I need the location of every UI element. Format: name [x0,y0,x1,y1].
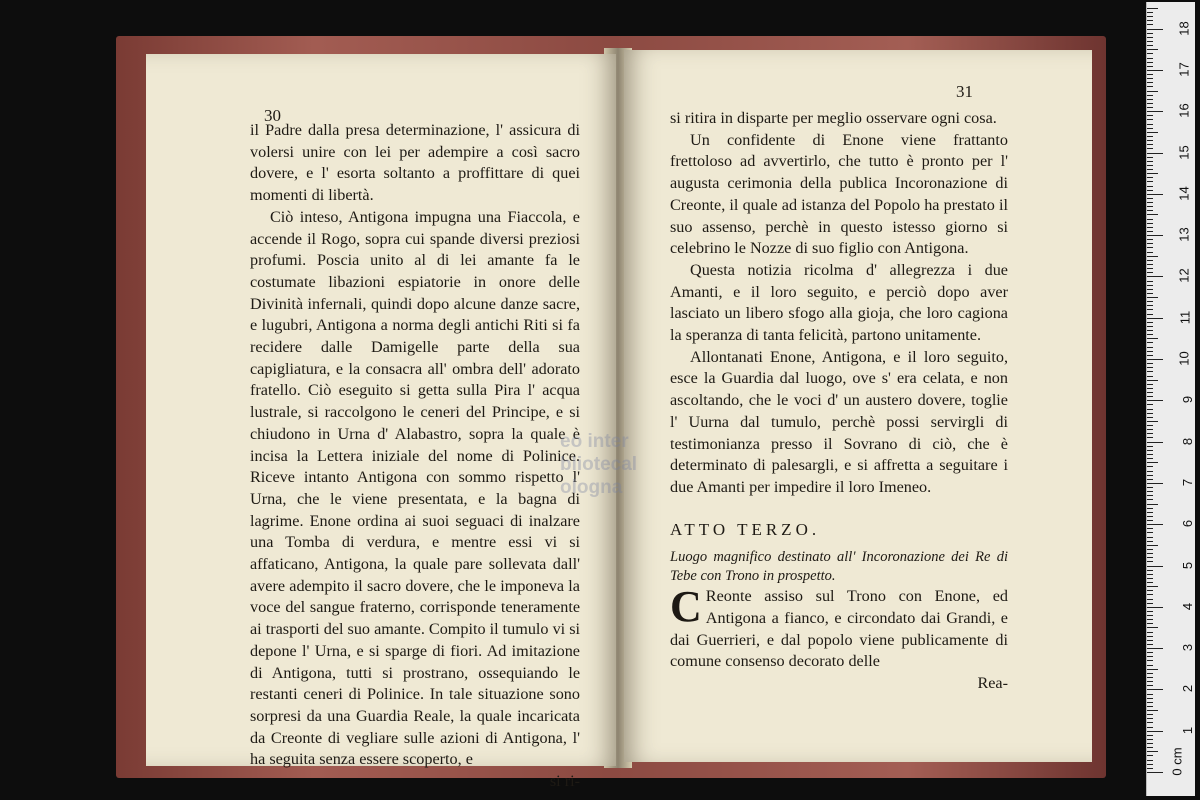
ruler-tick [1147,627,1158,628]
ruler-tick [1147,107,1153,108]
paragraph: Ciò inteso, Antigona impugna una Fiaccola, e accende il Rogo, sopra cui spande diversi preziosi profumi. Poscia unito al di lei amante fa le costumate libazioni espiatorie in onore delle Divinità infernali, quindi dopo alcune danze sacre, e lugubri, Antigona a norma degli antichi Riti si fa recidere dalle Damigelle parte della sua capigliatura, e la consacra all' ombra dell' adorato fratello. Ciò eseguito si getta sulla Pira l' acqua lustrale, si raccolgono le ceneri del Principe, e si chiudono in Urna d' Alabastro, sopra la quale è incisa la Lettera iniziale del nome di Polinice. Riceve intanto Antigona con sommo rispetto l' Urna, che le viene presentata, e la bagna di lagrime. Enone ordina ai suoi seguaci di inalzare una Tomba di verdura, e mentre essi vi si affaticano, Antigona, la quale pare sollevata dall' avere adempito il sacro dovere, che le imponeva la voce del sangue fraterno, corrisponde teneramente ai trasporti del suo amante. Compito il tumulo vi si depone l' Urna, e si sparge di fiori. Ad imitazione di Antigona, tutti si prostrano, ossequiando le restanti ceneri di Polinice. In tale situazione sono sorpresi da una Guardia Reale, la quale incaricata da Creonte di vegliare sulle azioni di Antigona, l' ha seguita senza essere scoperto, e [250,207,581,769]
ruler-tick [1147,268,1153,269]
ruler-tick [1147,417,1153,418]
ruler-tick [1147,487,1153,488]
ruler-tick [1147,623,1153,624]
ruler-tick [1147,20,1153,21]
ruler-tick [1147,53,1153,54]
measurement-ruler [1146,2,1195,796]
ruler-tick [1147,256,1158,257]
page-number: 30 [264,106,281,125]
ruler-tick [1147,276,1163,277]
ruler-tick [1147,504,1158,505]
ruler-tick [1147,45,1153,46]
drop-cap: C [670,582,702,632]
paragraph: Allontanati Enone, Antigona, e il loro seguito, esce la Guardia dal luogo, ove s' era celata, e non ascoltando, che le voci d' un austero dovere, toglie l' Uurna dal tumulo, perchè possi servirgli di testimonianza presso il Sovrano di ciò, che è determinato di palesargli, e si affretta a seguitare i due Amanti per impedire il loro Imeneo. [670,347,1008,496]
ruler-tick [1147,541,1153,542]
ruler-tick [1147,433,1153,434]
ruler-tick [1147,380,1158,381]
ruler-tick [1147,710,1158,711]
ruler-tick [1147,421,1158,422]
ruler-tick [1147,466,1153,467]
ruler-tick [1147,673,1153,674]
paragraph: Un confidente di Enone viene frattanto frettoloso ad avvertirlo, che tutto è pronto per l' augusta cerimonia della publica Incoronazione di Creonte, il quale ad istanza del Popolo ha prestato il suo assenso, perchè in questo istesso giorno si celebrino le Nozze di suo figlio con Antigona. [670,130,1008,258]
ruler-tick [1147,450,1153,451]
ruler-tick [1147,578,1153,579]
ruler-tick [1147,483,1163,484]
ruler-tick [1147,351,1153,352]
ruler-tick [1147,326,1153,327]
ruler-tick [1147,376,1153,377]
ruler-tick [1147,632,1153,633]
ruler-tick [1147,660,1153,661]
ruler-tick [1147,475,1153,476]
ruler-tick [1147,181,1153,182]
ruler-tick [1147,640,1153,641]
ruler-tick [1147,227,1153,228]
ruler-number: 2 [1179,685,1195,693]
ruler-tick [1147,62,1153,63]
ruler-tick [1147,115,1153,116]
ruler-tick [1147,206,1153,207]
ruler-tick [1147,462,1158,463]
ruler-tick [1147,243,1153,244]
ruler-tick [1147,281,1153,282]
ruler-tick [1147,669,1158,670]
ruler-tick [1147,437,1153,438]
ruler-tick [1147,722,1153,723]
ruler-tick [1147,260,1153,261]
ruler-tick [1147,314,1153,315]
ruler-number: 16 [1176,103,1192,118]
catchword: Rea- [977,674,1008,693]
ruler-tick [1147,735,1153,736]
ruler-tick [1147,524,1163,525]
ruler-tick [1147,173,1158,174]
ruler-tick [1147,347,1153,348]
ruler-tick [1147,516,1153,517]
ruler-tick [1147,603,1153,604]
ruler-tick [1147,58,1153,59]
ruler-number: 12 [1176,268,1192,284]
paragraph: Questa notizia ricolma d' allegrezza i due Amanti, e il loro seguito, e perciò dopo aver lasciato un libero sfogo alla gioja, che loro cagiona la speranza di tanta felicità, partono unitamente. [670,260,1008,345]
ruler-tick [1147,136,1153,137]
ruler-tick [1147,91,1158,92]
ruler-tick [1147,235,1163,236]
ruler-tick [1147,652,1153,653]
ruler-tick [1147,471,1153,472]
ruler-tick [1147,739,1153,740]
ruler-tick [1147,764,1153,765]
ruler-number: 13 [1176,227,1192,242]
ruler-tick [1147,103,1153,104]
ruler-tick [1147,309,1153,310]
ruler-tick [1147,458,1153,459]
ruler-tick [1147,371,1153,372]
ruler-tick [1147,239,1153,240]
ruler-tick [1147,520,1153,521]
ruler-tick [1147,330,1153,331]
ruler-tick [1147,561,1153,562]
left-page [146,54,616,791]
ruler-tick [1147,334,1153,335]
ruler-tick [1147,537,1153,538]
ruler-tick [1147,70,1163,71]
ruler-tick [1147,590,1153,591]
ruler-tick [1147,214,1158,215]
ruler-tick [1147,479,1153,480]
ruler-tick [1147,12,1153,13]
page-text [670,108,1008,695]
ruler-tick [1147,342,1153,343]
ruler-tick [1147,272,1153,273]
ruler-tick [1147,165,1153,166]
ruler-tick [1147,495,1153,496]
ruler-tick [1147,231,1153,232]
ruler-tick [1147,566,1163,567]
ruler-tick [1147,338,1158,339]
ruler-tick [1147,751,1158,752]
ruler-number: 7 [1179,478,1195,487]
ruler-tick [1147,731,1163,732]
ruler-tick [1147,755,1153,756]
ruler-tick [1147,24,1153,25]
ruler-number: 8 [1179,437,1195,445]
ruler-tick [1147,161,1153,162]
ruler-tick [1147,95,1153,96]
ruler-tick [1147,186,1153,187]
ruler-number: 14 [1176,186,1192,201]
ruler-tick [1147,82,1153,83]
paragraph: il Padre dalla presa determinazione, l' assicura di volersi unire con lei per adempire a così sacro dovere, e l' esorta soltanto a proffittare di quei momenti di libertà. [250,121,580,205]
ruler-tick [1147,99,1153,100]
ruler-tick [1147,615,1153,616]
ruler-tick [1147,677,1153,678]
ruler-tick [1147,144,1153,145]
paragraph [670,582,1008,673]
ruler-tick [1147,425,1153,426]
ruler-tick [1147,582,1153,583]
ruler-tick [1147,41,1153,42]
watermark-line: ologna [560,477,623,498]
ruler-tick [1147,694,1153,695]
ruler-number: 11 [1176,310,1192,324]
ruler-tick [1147,37,1153,38]
ruler-tick [1147,119,1153,120]
ruler-tick [1147,607,1163,608]
ruler-tick [1147,404,1153,405]
ruler-tick [1147,190,1153,191]
ruler-tick [1147,594,1153,595]
ruler-tick [1147,289,1153,290]
ruler-tick [1147,124,1153,125]
ruler-tick [1147,384,1153,385]
ruler-tick [1147,636,1153,637]
ruler-tick [1147,33,1153,34]
ruler-tick [1147,570,1153,571]
ruler-number: 1 [1179,726,1195,734]
ruler-tick [1147,706,1153,707]
ruler-tick [1147,177,1153,178]
ruler-tick [1147,446,1153,447]
ruler-tick [1147,198,1153,199]
ruler-tick [1147,553,1153,554]
page-text [250,120,580,793]
ruler-tick [1147,29,1163,30]
ruler-tick [1147,528,1153,529]
ruler-tick [1147,388,1153,389]
ruler-tick [1147,223,1153,224]
ruler-tick [1147,219,1153,220]
ruler-tick [1147,392,1153,393]
ruler-tick [1147,599,1153,600]
ruler-tick [1147,760,1153,761]
ruler-tick [1147,367,1153,368]
ruler-tick [1147,355,1153,356]
ruler-number: 10 [1176,351,1192,366]
ruler-tick [1147,532,1153,533]
ruler-tick [1147,508,1153,509]
ruler-tick [1147,747,1153,748]
ruler-tick [1147,611,1153,612]
ruler-tick [1147,743,1153,744]
ruler-tick [1147,169,1153,170]
ruler-tick [1147,442,1163,443]
ruler-unit-label: 0 cm [1169,747,1185,776]
ruler-tick [1147,396,1153,397]
ruler-tick [1147,363,1153,364]
ruler-number: 15 [1176,144,1192,160]
ruler-number: 5 [1179,561,1195,569]
ruler-tick [1147,644,1153,645]
page-number: 31 [956,82,973,101]
ruler-tick [1147,132,1158,133]
ruler-tick [1147,413,1153,414]
ruler-tick [1147,574,1153,575]
ruler-tick [1147,549,1153,550]
ruler-tick [1147,86,1153,87]
ruler-tick [1147,685,1153,686]
ruler-tick [1147,586,1158,587]
ruler-tick [1147,78,1153,79]
ruler-tick [1147,557,1153,558]
ruler-tick [1147,359,1163,360]
act-heading: ATTO TERZO. [670,519,821,539]
ruler-tick [1147,702,1153,703]
ruler-tick [1147,140,1153,141]
ruler-number: 3 [1179,643,1195,652]
ruler-tick [1147,293,1153,294]
ruler-tick [1147,499,1153,500]
ruler-number: 17 [1176,62,1192,77]
ruler-tick [1147,491,1153,492]
ruler-tick [1147,148,1153,149]
ruler-tick [1147,619,1153,620]
ruler-tick [1147,727,1153,728]
ruler-tick [1147,202,1153,203]
ruler-tick [1147,247,1153,248]
ruler-tick [1147,128,1153,129]
ruler-number: 9 [1179,396,1195,404]
ruler-tick [1147,665,1153,666]
ruler-tick [1147,8,1158,9]
ruler-tick [1147,322,1153,323]
ruler-number: 6 [1179,520,1195,528]
watermark-line: bliotecal [560,454,638,475]
ruler-tick [1147,305,1153,306]
paragraph: si ritira in disparte per meglio osservare ogni cosa. [670,109,997,127]
paragraph-text: Reonte assiso sul Trono con Enone, ed Antigona a fianco, e circondato dai Grandi, e dai Guerrieri, e dal popolo viene publicamente di comune consenso decorato delle [670,587,1008,671]
ruler-number: 4 [1179,602,1195,610]
watermark-line: eo inter [560,431,629,452]
ruler-tick [1147,16,1153,17]
scene-description: Luogo magnifico destinato all' Incoronazione dei Re di Tebe con Trono in prospetto. [670,549,1008,585]
ruler-tick [1147,318,1163,319]
ruler-tick [1147,545,1158,546]
ruler-tick [1147,429,1153,430]
ruler-tick [1147,49,1158,50]
ruler-tick [1147,285,1153,286]
ruler-tick [1147,297,1158,298]
ruler-tick [1147,689,1163,690]
ruler-tick [1147,718,1153,719]
ruler-tick [1147,301,1153,302]
ruler-tick [1147,157,1153,158]
ruler-tick [1147,400,1163,401]
ruler-tick [1147,264,1153,265]
ruler-tick [1147,648,1163,649]
ruler-number: 18 [1176,20,1192,36]
ruler-tick [1147,111,1163,112]
ruler-tick [1147,194,1163,195]
ruler-tick [1147,768,1153,769]
ruler-tick [1147,772,1163,773]
ruler-tick [1147,409,1153,410]
ruler-tick [1147,656,1153,657]
ruler-tick [1147,74,1153,75]
library-watermark [560,430,637,499]
catchword: si ri- [549,772,580,791]
ruler-tick [1147,681,1153,682]
ruler-tick [1147,714,1153,715]
ruler-tick [1147,210,1153,211]
ruler-tick [1147,454,1153,455]
ruler-tick [1147,698,1153,699]
ruler-tick [1147,153,1163,154]
ruler-tick [1147,512,1153,513]
ruler-tick [1147,252,1153,253]
right-page [624,50,1092,762]
ruler-tick [1147,66,1153,67]
